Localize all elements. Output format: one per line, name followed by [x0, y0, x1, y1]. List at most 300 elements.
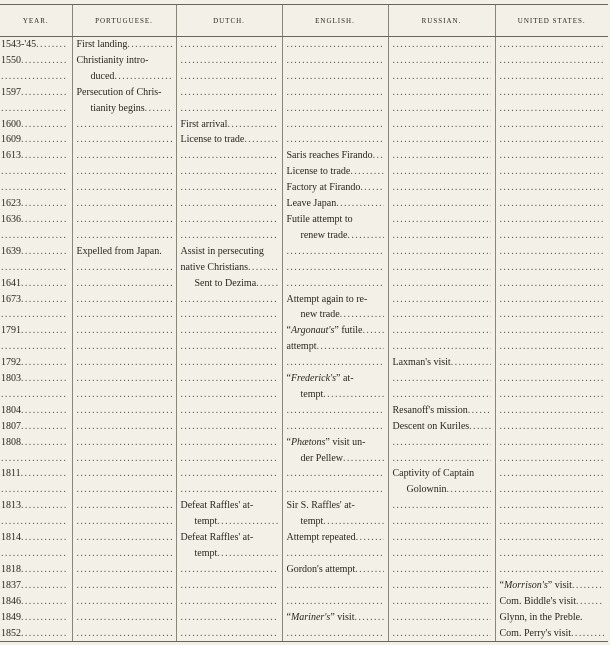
cell-dutch [176, 514, 282, 530]
cell-portuguese [72, 482, 176, 498]
leader-dots [393, 371, 491, 387]
cell-portuguese [72, 260, 176, 276]
cell-year [0, 403, 72, 419]
leader-dots [21, 196, 68, 212]
cell-portuguese [72, 626, 176, 642]
cell-english [282, 419, 388, 435]
leader-dots [1, 260, 68, 276]
leader-dots [217, 546, 277, 562]
cell-year [0, 514, 72, 530]
cell-portuguese [72, 610, 176, 626]
leader-dots [500, 260, 605, 276]
cell-english [282, 514, 388, 530]
cell-english [282, 196, 388, 212]
leader-dots [571, 626, 604, 642]
cell-text: License to trade [286, 166, 351, 178]
leader-dots [500, 180, 605, 196]
cell-united-states [495, 482, 608, 498]
leader-dots [77, 594, 172, 610]
table-row [0, 307, 608, 323]
cell-year [0, 117, 72, 133]
leader-dots [287, 117, 384, 133]
cell-portuguese [72, 371, 176, 387]
leader-dots [393, 244, 491, 260]
cell-year [0, 451, 72, 467]
leader-dots [21, 244, 68, 260]
leader-dots [21, 53, 68, 69]
cell-dutch [176, 212, 282, 228]
leader-dots [21, 466, 68, 482]
cell-russian [388, 276, 495, 292]
table-row [0, 101, 608, 117]
cell-portuguese [72, 180, 176, 196]
cell-dutch [176, 546, 282, 562]
leader-dots [500, 37, 605, 53]
table-row [0, 514, 608, 530]
leader-dots [77, 307, 172, 323]
cell-portuguese [72, 212, 176, 228]
cell-dutch [176, 339, 282, 355]
leader-dots [393, 562, 491, 578]
leader-dots [77, 451, 172, 467]
cell-portuguese [72, 355, 176, 371]
cell-united-states [495, 355, 608, 371]
cell-russian [388, 37, 495, 53]
cell-dutch [176, 482, 282, 498]
cell-text: 1791 [1, 325, 21, 337]
cell-russian [388, 292, 495, 308]
cell-portuguese [72, 37, 176, 53]
cell-year [0, 212, 72, 228]
cell-year [0, 387, 72, 403]
leader-dots [181, 371, 278, 387]
cell-dutch [176, 530, 282, 546]
cell-russian [388, 451, 495, 467]
cell-dutch [176, 323, 282, 339]
cell-english [282, 498, 388, 514]
leader-dots [393, 451, 491, 467]
table-row [0, 180, 608, 196]
cell-text: 1600 [1, 118, 21, 130]
header-portuguese: PORTUGUESE. [72, 5, 176, 37]
japan-contacts-table [0, 4, 608, 642]
leader-dots [36, 37, 67, 53]
table-row [0, 292, 608, 308]
cell-russian [388, 514, 495, 530]
table-row [0, 132, 608, 148]
leader-dots [256, 276, 277, 292]
leader-dots [500, 164, 605, 180]
table-row [0, 117, 608, 133]
cell-year [0, 276, 72, 292]
cell-text: 1818 [1, 563, 21, 575]
leader-dots [181, 482, 278, 498]
table-row [0, 530, 608, 546]
cell-year [0, 466, 72, 482]
cell-english [282, 132, 388, 148]
leader-dots [181, 292, 278, 308]
leader-dots [181, 69, 278, 85]
cell-year [0, 435, 72, 451]
cell-united-states [495, 419, 608, 435]
leader-dots [347, 228, 383, 244]
leader-dots [287, 355, 384, 371]
cell-text: Sent to Dezima [194, 277, 257, 289]
cell-year [0, 85, 72, 101]
table-row [0, 37, 608, 53]
leader-dots [21, 419, 68, 435]
cell-russian [388, 323, 495, 339]
leader-dots [336, 196, 383, 212]
leader-dots [317, 339, 384, 355]
leader-dots [181, 307, 278, 323]
cell-dutch [176, 101, 282, 117]
cell-united-states [495, 37, 608, 53]
cell-text: Saris reaches Firando [286, 150, 373, 162]
leader-dots [181, 212, 278, 228]
cell-year [0, 53, 72, 69]
cell-year [0, 260, 72, 276]
cell-text: 1803 [1, 373, 21, 385]
leader-dots [500, 148, 605, 164]
leader-dots [1, 451, 68, 467]
leader-dots [393, 132, 491, 148]
leader-dots [500, 69, 605, 85]
cell-dutch [176, 244, 282, 260]
cell-english [282, 276, 388, 292]
table-row [0, 164, 608, 180]
leader-dots [500, 101, 605, 117]
cell-portuguese [72, 85, 176, 101]
leader-dots [181, 387, 278, 403]
leader-dots [1, 482, 68, 498]
leader-dots [500, 371, 605, 387]
cell-english [282, 323, 388, 339]
cell-english [282, 180, 388, 196]
ship-name: Argonaut's [290, 325, 335, 337]
cell-year [0, 164, 72, 180]
leader-dots [21, 562, 68, 578]
cell-russian [388, 244, 495, 260]
cell-year [0, 228, 72, 244]
cell-year [0, 339, 72, 355]
cell-russian [388, 117, 495, 133]
cell-text: “Mariner's” visit [286, 611, 355, 623]
cell-text: Leave Japan [286, 198, 337, 210]
ship-name: Phætons [290, 436, 326, 448]
leader-dots [1, 69, 68, 85]
leader-dots [217, 514, 277, 530]
leader-dots [77, 482, 172, 498]
cell-united-states [495, 323, 608, 339]
leader-dots [227, 117, 277, 133]
cell-english [282, 69, 388, 85]
cell-united-states [495, 53, 608, 69]
leader-dots [21, 85, 68, 101]
leader-dots [500, 546, 605, 562]
leader-dots [287, 419, 384, 435]
leader-dots [500, 387, 605, 403]
leader-dots [77, 339, 172, 355]
leader-dots [77, 212, 172, 228]
cell-united-states [495, 276, 608, 292]
cell-dutch [176, 292, 282, 308]
leader-dots [393, 212, 491, 228]
cell-russian [388, 148, 495, 164]
cell-english [282, 562, 388, 578]
leader-dots [21, 435, 68, 451]
leader-dots [340, 307, 384, 323]
cell-text: duced [90, 70, 115, 82]
cell-united-states [495, 578, 608, 594]
leader-dots [500, 212, 605, 228]
leader-dots [393, 276, 491, 292]
leader-dots [393, 196, 491, 212]
leader-dots [393, 260, 491, 276]
leader-dots [393, 292, 491, 308]
leader-dots [287, 626, 384, 642]
leader-dots [181, 451, 278, 467]
cell-year [0, 148, 72, 164]
leader-dots [77, 610, 172, 626]
leader-dots [21, 132, 68, 148]
cell-dutch [176, 451, 282, 467]
leader-dots [500, 562, 605, 578]
leader-dots [1, 339, 68, 355]
table-row [0, 228, 608, 244]
cell-dutch [176, 164, 282, 180]
leader-dots [1, 228, 68, 244]
cell-text: “Argonaut's” futile [286, 325, 363, 337]
table-row [0, 594, 608, 610]
leader-dots [393, 180, 491, 196]
cell-text: License to trade [180, 134, 245, 146]
cell-united-states [495, 228, 608, 244]
leader-dots [1, 514, 68, 530]
leader-dots [145, 101, 172, 117]
table-row [0, 69, 608, 85]
cell-text: attempt [286, 341, 317, 353]
ship-name: Frederick's [290, 373, 337, 385]
leader-dots [500, 435, 605, 451]
cell-text: 1639 [1, 245, 21, 257]
cell-year [0, 562, 72, 578]
leader-dots [1, 101, 68, 117]
cell-russian [388, 419, 495, 435]
cell-portuguese [72, 53, 176, 69]
cell-text: “Morrison's” visit [499, 579, 572, 591]
leader-dots [500, 53, 605, 69]
table-row [0, 578, 608, 594]
cell-russian [388, 371, 495, 387]
leader-dots [181, 626, 278, 642]
cell-year [0, 546, 72, 562]
cell-dutch [176, 419, 282, 435]
cell-united-states [495, 212, 608, 228]
leader-dots [572, 578, 604, 594]
cell-text: 1673 [1, 293, 21, 305]
cell-portuguese [72, 498, 176, 514]
cell-russian [388, 164, 495, 180]
leader-dots [393, 69, 491, 85]
cell-english [282, 530, 388, 546]
leader-dots [500, 276, 605, 292]
cell-dutch [176, 355, 282, 371]
leader-dots [21, 292, 68, 308]
leader-dots [181, 323, 278, 339]
cell-text: 1543-'45 [1, 39, 37, 50]
cell-portuguese [72, 117, 176, 133]
leader-dots [181, 466, 278, 482]
leader-dots [393, 339, 491, 355]
leader-dots [393, 546, 491, 562]
cell-english [282, 148, 388, 164]
cell-english [282, 164, 388, 180]
leader-dots [77, 514, 172, 530]
leader-dots [500, 132, 605, 148]
cell-english [282, 307, 388, 323]
table-row [0, 355, 608, 371]
leader-dots [21, 626, 68, 642]
cell-english [282, 594, 388, 610]
cell-russian [388, 339, 495, 355]
cell-russian [388, 212, 495, 228]
cell-english [282, 228, 388, 244]
leader-dots [500, 498, 605, 514]
cell-year [0, 610, 72, 626]
cell-portuguese [72, 435, 176, 451]
cell-united-states [495, 180, 608, 196]
cell-text: tempt [300, 388, 324, 400]
cell-english [282, 371, 388, 387]
cell-united-states [495, 546, 608, 562]
leader-dots [181, 85, 278, 101]
leader-dots [181, 101, 278, 117]
cell-russian [388, 498, 495, 514]
table-row [0, 466, 608, 482]
table-row [0, 610, 608, 626]
cell-united-states [495, 132, 608, 148]
table-row [0, 371, 608, 387]
leader-dots [393, 594, 491, 610]
leader-dots [576, 594, 604, 610]
cell-text: renew trade [300, 229, 348, 241]
cell-text: tempt [194, 548, 218, 559]
table-row [0, 148, 608, 164]
cell-english [282, 101, 388, 117]
table-row [0, 196, 608, 212]
leader-dots [287, 101, 384, 117]
leader-dots [500, 530, 605, 546]
leader-dots [447, 482, 491, 498]
leader-dots [468, 403, 491, 419]
cell-russian [388, 594, 495, 610]
leader-dots [21, 578, 68, 594]
cell-portuguese [72, 530, 176, 546]
cell-text: 1813 [1, 500, 21, 512]
table-row [0, 419, 608, 435]
cell-text: 1636 [1, 213, 21, 225]
leader-dots [362, 323, 383, 339]
leader-dots [114, 69, 171, 85]
leader-dots [287, 403, 384, 419]
leader-dots [181, 148, 278, 164]
leader-dots [500, 339, 605, 355]
cell-year [0, 578, 72, 594]
cell-portuguese [72, 196, 176, 212]
cell-dutch [176, 498, 282, 514]
leader-dots [393, 530, 491, 546]
cell-united-states [495, 69, 608, 85]
cell-year [0, 180, 72, 196]
cell-text: Com. Biddle's visit [499, 595, 577, 607]
cell-text: 1641 [1, 277, 21, 289]
ship-name: Morrison's [503, 579, 548, 591]
leader-dots [323, 514, 383, 530]
leader-dots [287, 594, 384, 610]
table-row [0, 387, 608, 403]
cell-united-states [495, 498, 608, 514]
leader-dots [393, 387, 491, 403]
leader-dots [373, 148, 384, 164]
cell-english [282, 292, 388, 308]
leader-dots [469, 419, 490, 435]
cell-english [282, 466, 388, 482]
cell-year [0, 69, 72, 85]
cell-russian [388, 53, 495, 69]
cell-portuguese [72, 419, 176, 435]
cell-text: 1804 [1, 404, 21, 416]
leader-dots [181, 339, 278, 355]
cell-portuguese [72, 276, 176, 292]
cell-year [0, 498, 72, 514]
leader-dots [500, 419, 605, 435]
cell-russian [388, 403, 495, 419]
leader-dots [1, 180, 68, 196]
cell-english [282, 546, 388, 562]
leader-dots [393, 514, 491, 530]
leader-dots [77, 148, 172, 164]
leader-dots [355, 562, 383, 578]
cell-portuguese [72, 292, 176, 308]
leader-dots [500, 323, 605, 339]
leader-dots [77, 292, 172, 308]
cell-russian [388, 530, 495, 546]
cell-united-states [495, 196, 608, 212]
leader-dots [21, 403, 68, 419]
table-row [0, 546, 608, 562]
leader-dots [451, 355, 491, 371]
cell-english [282, 578, 388, 594]
leader-dots [77, 132, 172, 148]
leader-dots [500, 244, 605, 260]
cell-text: 1597 [1, 86, 21, 98]
cell-text: tianity begins [90, 102, 145, 114]
leader-dots [287, 276, 384, 292]
table-row [0, 626, 608, 642]
leader-dots [393, 53, 491, 69]
cell-text: tempt [300, 516, 324, 528]
header-english: ENGLISH. [282, 5, 388, 37]
cell-russian [388, 132, 495, 148]
cell-text: Captivity of Captain [392, 468, 475, 480]
cell-united-states [495, 164, 608, 180]
table-row [0, 53, 608, 69]
cell-text: Laxman's visit [392, 357, 451, 369]
leader-dots [181, 164, 278, 180]
cell-text: 1623 [1, 198, 21, 210]
cell-text: First arrival [180, 118, 228, 130]
